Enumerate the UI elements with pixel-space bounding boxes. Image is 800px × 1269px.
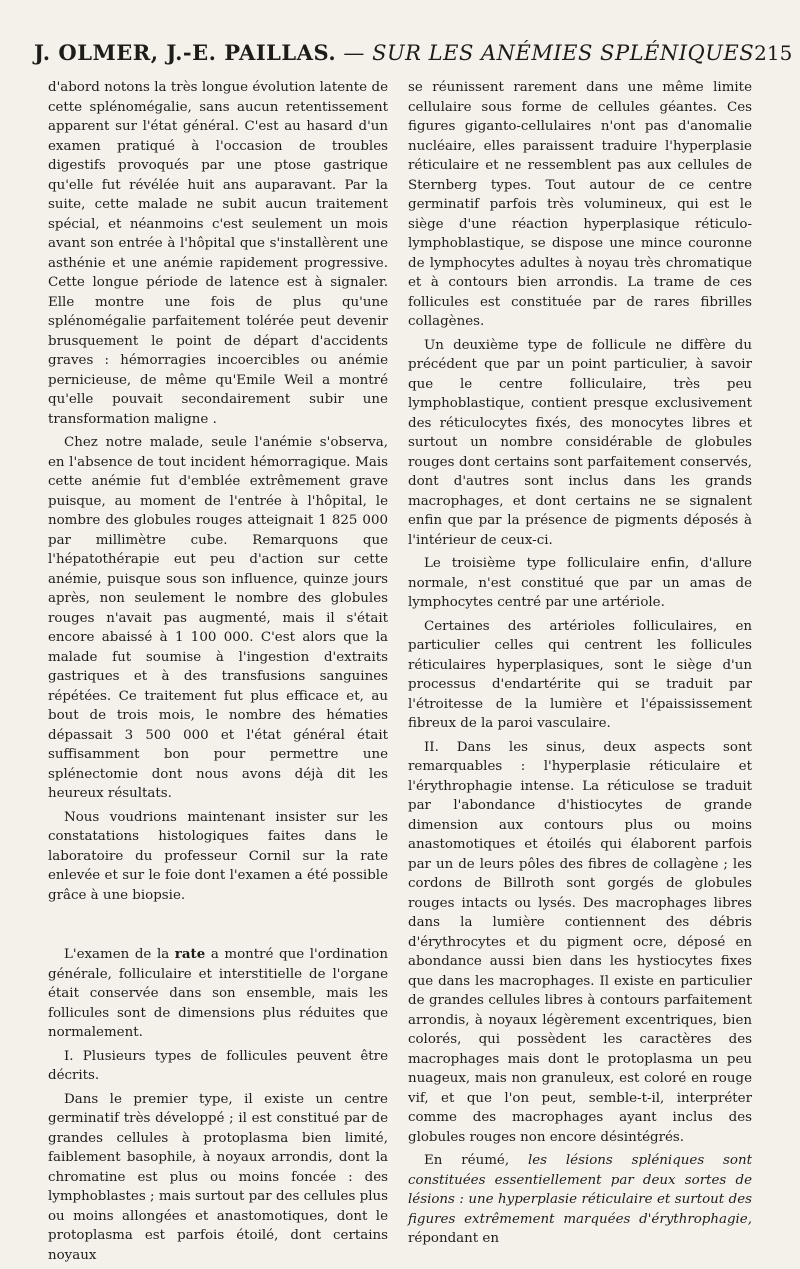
keyword-rate: rate: [174, 946, 206, 962]
paragraph: I. Plusieurs types de follicules peuvent être décrits.: [48, 1048, 388, 1083]
paragraph-text: En réumé,: [424, 1153, 528, 1168]
right-column: [408, 78, 752, 1253]
paragraph: Le troisième type folliculaire enfin, d'allure normale, n'est constitué que par un amas de lymphocytes centré par une artériole.: [408, 556, 752, 610]
paragraph: II. Dans les sinus, deux aspects sont remarquables : l'hyperplasie réticulaire et l'érythrophagie intense. La réticulose se traduit par l'abondance d'histiocytes de grande dimension aux contours plus ou moins anastomotiques et étoilés qui élaborent parfois par un de leurs pôles des fibres de collagène ; les cordons de Billroth sont gorgés de globules rouges intacts ou lysés. Des macrophages libres dans la lumière contiennent des débris d'érythrocytes et du pigment ocre, déposé en abondance aussi bien dans les hystiocytes fixes que dans les macrophages. Il existe en particulier de grandes cellules libres à contours parfaitement arrondis, à noyaux légèrement excentriques, bien colorés, qui possèdent les caractères des macrophages mais dont le protoplasma un peu nuageux, mais non granuleux, est coloré en rouge vif, et que l'on peut, semble-t-il, interpréter comme des macrophages ayant inclus des globules rouges non encore désintégrés.: [408, 739, 752, 1145]
paragraph-rate: [48, 945, 388, 1043]
italic-text: les lésions spléniques sont constituées essentiellement par deux sortes de lésions : une hyperplasie réticulaire et surtout des figures extrêmement marquées d'érythrophagie,: [408, 1153, 752, 1227]
paragraph: Un deuxième type de follicule ne diffère du précédent que par un point particulier, à savoir que le centre folliculaire, très peu lymphoblastique, contient presque exclusivement des réticulocytes fixés, des monocytes libres et surtout un nombre considérable de globules rouges dont certains sont parfaitement conservés, dont d'autres sont inclus dans les grands macrophages, et dont certains ne se signalent enfin que par la présence de pigments déposés à l'intérieur de ceux-ci.: [408, 337, 752, 548]
left-column: [48, 78, 388, 1269]
header-title: SUR LES ANÉMIES SPLÉNIQUES: [372, 41, 755, 65]
header-dash: —: [343, 41, 365, 65]
paragraph: se réunissent rarement dans une même limite cellulaire sous forme de cellules géantes. Ces figures giganto-cellulaires n'ont pas d'anomalie nucléaire, elles paraissent traduire l'hyperplasie réticulaire et ne ressemblent pas aux cellules de Sternberg types. Tout autour de ce centre germinatif parfois très volumineux, qui est le siège d'une réaction hyperplasique réticulo-lymphoblastique, se dispose une mince couronne de lymphocytes adultes à noyau très chromatique et à contours bien arrondis. La trame de ces follicules est constituée par de rares fibrilles collagènes.: [408, 80, 752, 329]
paragraph-text: a montré que l'ordination générale, folliculaire et interstitielle de l'organe était conservée dans son ensemble, mais les follicules sont de dimensions plus réduites que normalement.: [48, 947, 388, 1040]
paragraph-text: répondant en: [408, 1231, 499, 1246]
paragraph-text: L'examen de la: [64, 947, 175, 962]
running-header: [34, 40, 793, 70]
running-head: [34, 40, 754, 65]
paragraph: d'abord notons la très longue évolution latente de cette splénomégalie, sans aucun retentissement apparent sur l'état général. C'est au hasard d'un examen pratiqué à l'occasion de troubles digestifs provoqués par une ptose gastrique qu'elle fut révélée huit ans auparavant. Par la suite, cette malade ne subit aucun traitement spécial, et néanmoins c'est seulement un mois avant son entrée à l'hôpital que s'installèrent une asthénie et une anémie rapidement progressive. Cette longue période de latence est à signaler. Elle montre une fois de plus qu'une splénomégalie parfaitement tolérée peut devenir brusquement le point de départ d'accidents graves : hémorragies incoercibles ou anémie pernicieuse, de même qu'Emile Weil a montré qu'elle pouvait secondairement subir une transformation maligne .: [48, 80, 388, 427]
paragraph: Dans le premier type, il existe un centre germinatif très développé ; il est constitué par de grandes cellules à protoplasma bien limité, faiblement basophile, à noyaux arrondis, dont la chromatine est plus ou moins foncée : des lymphoblastes ; mais surtout par des cellules plus ou moins allongées et anastomotiques, dont le protoplasma est parfois étoilé, dont certains noyaux: [48, 1091, 388, 1263]
header-authors: J. OLMER, J.-E. PAILLAS.: [34, 40, 337, 65]
paragraph: Chez notre malade, seule l'anémie s'observa, en l'absence de tout incident hémorragique. Mais cette anémie fut d'emblée extrêmement grave puisque, au moment de l'entrée à l'hôpital, le nombre des globules rouges atteignait 1 825 000 par millimètre cube. Remarquons que l'hépatothérapie eut peu d'action sur cette anémie, puisque sous son influence, quinze jours après, non seulement le nombre des globules rouges n'avait pas augmenté, mais il s'était encore abaissé à 1 100 000. C'est alors que la malade fut soumise à l'ingestion d'extraits gastriques et à des transfusions sanguines répétées. Ce traitement fut plus efficace et, au bout de trois mois, le nombre des hématies dépassait 3 500 000 et l'état général était suffisamment bon pour permettre une splénectomie dont nous avons déjà dit les heureux résultats.: [48, 435, 388, 801]
paragraph: Certaines des artérioles folliculaires, en particulier celles qui centrent les follicules réticulaires hyperplasiques, sont le siège d'un processus d'endartérite qui se traduit par l'étroitesse de la lumière et l'épaississement fibreux de la paroi vasculaire.: [408, 618, 752, 731]
page-number: 215: [754, 41, 793, 65]
paragraph: Nous voudrions maintenant insister sur les constatations histologiques faites dans le laboratoire du professeur Cornil sur la rate enlevée et sur le foie dont l'examen a été possible grâce à une biopsie.: [48, 809, 388, 903]
paragraph-summary: [408, 1151, 752, 1249]
